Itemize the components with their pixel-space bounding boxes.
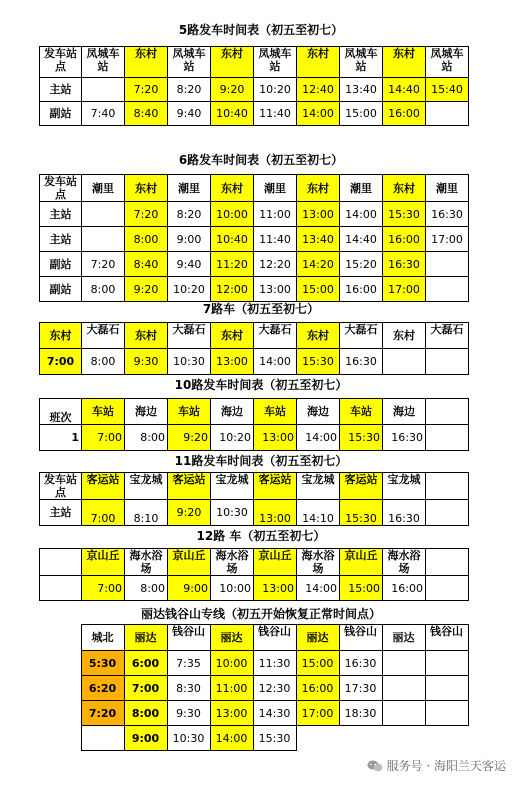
time-cell: 7:35 — [167, 651, 210, 676]
header-cell: 海水浴场 — [383, 549, 426, 576]
header-cell: 海边 — [297, 399, 340, 425]
time-cell: 7:20 — [82, 252, 125, 277]
time-cell — [425, 651, 468, 676]
time-cell: 9:20 — [168, 500, 211, 526]
time-cell: 13:00 — [254, 576, 297, 601]
header-cell — [40, 549, 82, 576]
time-cell: 14:10 — [297, 500, 340, 526]
header-cell: 东村 — [383, 323, 426, 349]
header-cell — [426, 473, 469, 500]
header-cell — [426, 549, 469, 576]
time-cell: 12:30 — [253, 676, 296, 701]
header-cell: 大磊石 — [340, 323, 383, 349]
time-cell: 16:30 — [339, 651, 382, 676]
time-cell: 14:00 — [297, 576, 340, 601]
header-cell: 丽达 — [210, 625, 253, 651]
header-cell: 宝龙城 — [211, 473, 254, 500]
header-cell: 城北 — [81, 625, 124, 651]
time-cell: 10:20 — [168, 277, 211, 302]
time-cell: 18:30 — [339, 701, 382, 726]
header-cell — [426, 399, 469, 425]
time-cell: 8:00 — [125, 576, 168, 601]
time-cell: 14:00 — [254, 349, 297, 375]
time-cell: 15:30 — [253, 726, 296, 751]
time-cell: 11:00 — [210, 676, 253, 701]
time-cell — [425, 676, 468, 701]
route5-timetable — [39, 46, 469, 126]
time-cell: 7:00 — [40, 349, 82, 375]
header-cell: 东村 — [383, 47, 426, 78]
header-cell: 客运站 — [340, 473, 383, 500]
header-cell: 钱谷山 — [167, 625, 210, 651]
header-cell: 发车站点 — [40, 175, 82, 202]
header-cell: 丽达 — [296, 625, 339, 651]
time-cell: 16:30 — [340, 349, 383, 375]
time-cell: 12:20 — [254, 252, 297, 277]
time-cell: 16:30 — [383, 500, 426, 526]
time-cell: 7:20 — [125, 202, 168, 227]
header-cell: 客运站 — [82, 473, 125, 500]
header-cell: 钱谷山 — [253, 625, 296, 651]
time-cell: 13:00 — [211, 349, 254, 375]
time-cell: 13:40 — [297, 227, 340, 252]
route7-title: 7路车（初五至初七） — [202, 302, 320, 316]
header-cell: 潮里 — [168, 175, 211, 202]
time-cell — [426, 500, 469, 526]
time-cell: 10:20 — [211, 425, 254, 451]
time-cell: 10:30 — [167, 726, 210, 751]
header-cell: 丽达 — [124, 625, 167, 651]
time-cell: 15:00 — [297, 277, 340, 302]
time-cell — [426, 277, 469, 302]
header-cell: 海边 — [383, 399, 426, 425]
time-cell: 11:00 — [254, 202, 297, 227]
route11-timetable — [39, 472, 469, 526]
route10-timetable — [39, 398, 469, 451]
time-cell — [426, 349, 469, 375]
time-cell: 9:00 — [124, 726, 167, 751]
row-label: 副站 — [40, 277, 82, 302]
time-cell: 11:40 — [254, 227, 297, 252]
header-cell: 京山丘 — [82, 549, 125, 576]
time-cell: 14:40 — [340, 227, 383, 252]
row-label: 主站 — [40, 500, 82, 526]
header-cell: 潮里 — [340, 175, 383, 202]
time-cell: 7:00 — [82, 425, 125, 451]
header-cell: 宝龙城 — [125, 473, 168, 500]
time-cell: 11:40 — [254, 102, 297, 126]
spacer-cell — [39, 625, 81, 651]
time-cell: 10:30 — [168, 349, 211, 375]
header-cell: 钱谷山 — [339, 625, 382, 651]
header-cell: 东村 — [297, 323, 340, 349]
time-cell: 14:00 — [210, 726, 253, 751]
spacer-cell — [339, 726, 382, 751]
route7-timetable — [39, 322, 469, 375]
time-cell: 13:00 — [254, 425, 297, 451]
header-cell: 大磊石 — [168, 323, 211, 349]
time-cell: 7:40 — [82, 102, 125, 126]
time-cell: 17:30 — [339, 676, 382, 701]
time-cell: 7:20 — [81, 701, 124, 726]
time-cell — [426, 102, 469, 126]
time-cell: 12:40 — [297, 78, 340, 102]
route12-timetable — [39, 548, 469, 601]
header-cell: 凤城车站 — [254, 47, 297, 78]
time-cell: 9:00 — [168, 227, 211, 252]
header-cell: 京山丘 — [168, 549, 211, 576]
time-cell: 7:20 — [125, 78, 168, 102]
time-cell: 7:00 — [82, 576, 125, 601]
time-cell: 8:00 — [125, 227, 168, 252]
time-cell: 10:00 — [211, 576, 254, 601]
route10-title: 10路发车时间表（初五至初七） — [174, 378, 348, 392]
header-cell: 客运站 — [254, 473, 297, 500]
header-cell: 潮里 — [254, 175, 297, 202]
header-cell: 车站 — [340, 399, 383, 425]
time-cell: 16:00 — [383, 227, 426, 252]
time-cell: 15:30 — [383, 202, 426, 227]
time-cell — [81, 726, 124, 751]
time-cell: 16:30 — [383, 425, 426, 451]
header-cell: 东村 — [125, 175, 168, 202]
time-cell — [426, 252, 469, 277]
time-cell: 14:00 — [297, 102, 340, 126]
time-cell: 8:00 — [124, 701, 167, 726]
wechat-icon — [367, 760, 383, 772]
header-cell: 东村 — [297, 175, 340, 202]
time-cell: 14:20 — [297, 252, 340, 277]
route6-title: 6路发车时间表（初五至初七） — [178, 153, 344, 167]
spacer-cell — [382, 726, 425, 751]
time-cell: 6:00 — [124, 651, 167, 676]
header-cell: 东村 — [125, 323, 168, 349]
time-cell: 13:00 — [210, 701, 253, 726]
time-cell: 9:00 — [168, 576, 211, 601]
header-cell: 班次 — [40, 399, 82, 425]
time-cell: 9:40 — [168, 252, 211, 277]
time-cell: 15:30 — [297, 349, 340, 375]
time-cell: 14:40 — [383, 78, 426, 102]
time-cell: 17:00 — [426, 227, 469, 252]
header-cell: 大磊石 — [426, 323, 469, 349]
time-cell: 15:00 — [296, 651, 339, 676]
header-cell: 凤城车站 — [340, 47, 383, 78]
time-cell: 8:10 — [125, 500, 168, 526]
route12-title: 12路 车（初五至初七） — [196, 529, 326, 543]
spacer-cell — [39, 701, 81, 726]
header-cell: 东村 — [211, 323, 254, 349]
time-cell: 17:00 — [383, 277, 426, 302]
time-cell — [382, 676, 425, 701]
time-cell: 13:00 — [254, 277, 297, 302]
header-cell: 潮里 — [82, 175, 125, 202]
lida-timetable — [39, 624, 469, 751]
header-cell: 海边 — [211, 399, 254, 425]
time-cell: 6:20 — [81, 676, 124, 701]
route6-timetable — [39, 174, 469, 302]
time-cell — [425, 701, 468, 726]
row-label: 副站 — [40, 102, 82, 126]
time-cell: 9:20 — [168, 425, 211, 451]
header-cell: 海边 — [125, 399, 168, 425]
time-cell: 16:00 — [340, 277, 383, 302]
time-cell — [82, 78, 125, 102]
time-cell: 8:40 — [125, 102, 168, 126]
row-label: 副站 — [40, 252, 82, 277]
header-cell: 凤城车站 — [426, 47, 469, 78]
time-cell: 14:30 — [253, 701, 296, 726]
header-cell: 东村 — [383, 175, 426, 202]
time-cell: 11:30 — [253, 651, 296, 676]
header-cell: 京山丘 — [340, 549, 383, 576]
time-cell — [382, 701, 425, 726]
time-cell: 16:00 — [296, 676, 339, 701]
time-cell: 13:40 — [340, 78, 383, 102]
spacer-cell — [425, 726, 468, 751]
time-cell: 10:20 — [254, 78, 297, 102]
time-cell: 9:30 — [125, 349, 168, 375]
route5-title: 5路发车时间表（初五至初七） — [178, 23, 344, 37]
header-cell: 海水浴场 — [211, 549, 254, 576]
time-cell: 10:40 — [211, 227, 254, 252]
header-cell: 海水浴场 — [297, 549, 340, 576]
spacer-cell — [39, 651, 81, 676]
header-cell: 东村 — [125, 47, 168, 78]
time-cell: 13:00 — [297, 202, 340, 227]
time-cell: 9:30 — [167, 701, 210, 726]
time-cell: 10:00 — [211, 202, 254, 227]
time-cell: 5:30 — [81, 651, 124, 676]
header-cell: 车站 — [168, 399, 211, 425]
time-cell: 10:00 — [210, 651, 253, 676]
time-cell — [383, 349, 426, 375]
header-cell: 东村 — [211, 47, 254, 78]
time-cell: 8:30 — [167, 676, 210, 701]
header-cell: 钱谷山 — [425, 625, 468, 651]
time-cell — [426, 425, 469, 451]
header-cell: 丽达 — [382, 625, 425, 651]
time-cell: 9:20 — [125, 277, 168, 302]
time-cell: 16:30 — [383, 252, 426, 277]
time-cell: 7:00 — [124, 676, 167, 701]
header-cell: 海水浴场 — [125, 549, 168, 576]
time-cell: 12:00 — [211, 277, 254, 302]
spacer-cell — [296, 726, 339, 751]
header-cell: 东村 — [297, 47, 340, 78]
time-cell: 10:40 — [211, 102, 254, 126]
time-cell: 15:20 — [340, 252, 383, 277]
time-cell: 14:00 — [340, 202, 383, 227]
time-cell: 15:30 — [340, 500, 383, 526]
time-cell: 8:20 — [168, 78, 211, 102]
time-cell: 16:00 — [383, 102, 426, 126]
time-cell: 8:40 — [125, 252, 168, 277]
time-cell — [82, 227, 125, 252]
watermark-text: 服务号 · 海阳兰天客运 — [386, 759, 506, 773]
time-cell: 15:00 — [340, 102, 383, 126]
time-cell: 15:40 — [426, 78, 469, 102]
time-cell — [382, 651, 425, 676]
time-cell: 9:40 — [168, 102, 211, 126]
header-cell: 东村 — [211, 175, 254, 202]
time-cell — [82, 202, 125, 227]
header-cell: 车站 — [82, 399, 125, 425]
time-cell: 16:30 — [426, 202, 469, 227]
header-cell: 车站 — [254, 399, 297, 425]
header-cell: 宝龙城 — [297, 473, 340, 500]
row-label: 主站 — [40, 202, 82, 227]
time-cell: 13:00 — [254, 500, 297, 526]
header-cell: 发车站点 — [40, 473, 82, 500]
header-cell: 潮里 — [426, 175, 469, 202]
watermark — [367, 757, 506, 774]
time-cell — [426, 576, 469, 601]
header-cell: 东村 — [40, 323, 82, 349]
header-cell: 京山丘 — [254, 549, 297, 576]
spacer-cell — [39, 726, 81, 751]
header-cell: 凤城车站 — [168, 47, 211, 78]
time-cell — [40, 576, 82, 601]
time-cell: 7:00 — [82, 500, 125, 526]
header-cell: 大磊石 — [254, 323, 297, 349]
lida-title: 丽达钱谷山专线（初五开始恢复正常时间点） — [140, 607, 381, 621]
time-cell: 15:00 — [340, 576, 383, 601]
row-label: 1 — [40, 425, 82, 451]
row-label: 主站 — [40, 78, 82, 102]
time-cell: 8:00 — [125, 425, 168, 451]
time-cell: 15:30 — [340, 425, 383, 451]
row-label: 主站 — [40, 227, 82, 252]
time-cell: 17:00 — [296, 701, 339, 726]
time-cell: 14:00 — [297, 425, 340, 451]
time-cell: 9:20 — [211, 78, 254, 102]
header-cell: 大磊石 — [82, 323, 125, 349]
header-cell: 宝龙城 — [383, 473, 426, 500]
header-cell: 发车站点 — [40, 47, 82, 78]
time-cell: 10:30 — [211, 500, 254, 526]
time-cell: 8:00 — [82, 349, 125, 375]
time-cell: 8:00 — [82, 277, 125, 302]
time-cell: 8:20 — [168, 202, 211, 227]
header-cell: 凤城车站 — [82, 47, 125, 78]
spacer-cell — [39, 676, 81, 701]
time-cell: 16:00 — [383, 576, 426, 601]
route11-title: 11路发车时间表（初五至初七） — [174, 454, 348, 468]
header-cell: 客运站 — [168, 473, 211, 500]
time-cell: 11:20 — [211, 252, 254, 277]
